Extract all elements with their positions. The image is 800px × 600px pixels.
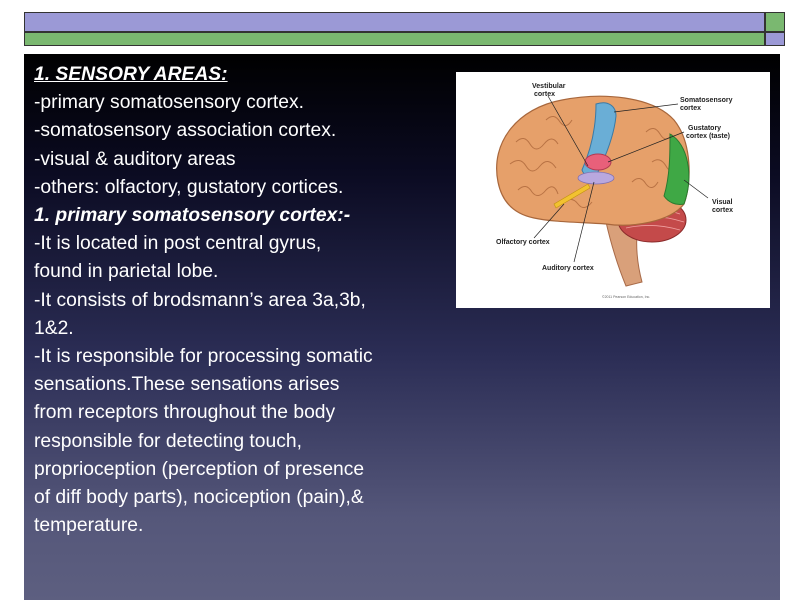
header-bar-green bbox=[24, 32, 765, 46]
label-vestibular: Vestibular bbox=[532, 83, 566, 90]
text-line: -It is responsible for processing somatic bbox=[34, 346, 373, 368]
text-line: proprioception (perception of presence bbox=[34, 458, 365, 480]
header-square-purple bbox=[765, 32, 785, 46]
text-line: -primary somatosensory cortex. bbox=[34, 92, 305, 114]
text-line: temperature. bbox=[34, 515, 144, 537]
auditory-cortex bbox=[578, 172, 614, 184]
section-heading: 1. SENSORY AREAS: bbox=[34, 64, 228, 85]
slide-text bbox=[34, 61, 474, 540]
label-olfactory: Olfactory cortex bbox=[496, 239, 550, 246]
label-vestibular: cortex bbox=[534, 91, 556, 98]
subsection-heading: 1. primary somatosensory cortex:- bbox=[34, 205, 351, 227]
text-line: found in parietal lobe. bbox=[34, 261, 219, 283]
text-line: -somatosensory association cortex. bbox=[34, 120, 337, 142]
text-line: -others: olfactory, gustatory cortices. bbox=[34, 176, 344, 198]
header-bar-purple bbox=[24, 12, 765, 32]
label-visual: cortex bbox=[712, 207, 734, 214]
text-line: of diff body parts), nociception (pain),& bbox=[34, 487, 364, 509]
label-somatosensory: cortex bbox=[680, 105, 702, 112]
text-line: 1&2. bbox=[34, 317, 74, 339]
text-line: from receptors throughout the body bbox=[34, 402, 336, 424]
text-line: responsible for detecting touch, bbox=[34, 430, 302, 452]
label-somatosensory: Somatosensory bbox=[680, 97, 733, 104]
brain-figure bbox=[456, 72, 770, 308]
figure-credit: ©2011 Pearson Education, Inc. bbox=[602, 295, 651, 299]
text-line: -visual & auditory areas bbox=[34, 148, 236, 170]
label-gustatory: Gustatory bbox=[688, 125, 722, 132]
label-visual: Visual bbox=[712, 199, 733, 206]
label-auditory: Auditory cortex bbox=[542, 265, 594, 272]
text-line: sensations.These sensations arises bbox=[34, 374, 340, 396]
text-line: -It consists of brodsmann’s area 3a,3b, bbox=[34, 289, 366, 311]
brain-diagram bbox=[456, 72, 770, 308]
text-line: -It is located in post central gyrus, bbox=[34, 233, 322, 255]
header-square-green bbox=[765, 12, 785, 32]
label-gustatory: cortex (taste) bbox=[686, 133, 730, 140]
gustatory-cortex bbox=[585, 154, 611, 170]
slide-body bbox=[24, 54, 780, 600]
